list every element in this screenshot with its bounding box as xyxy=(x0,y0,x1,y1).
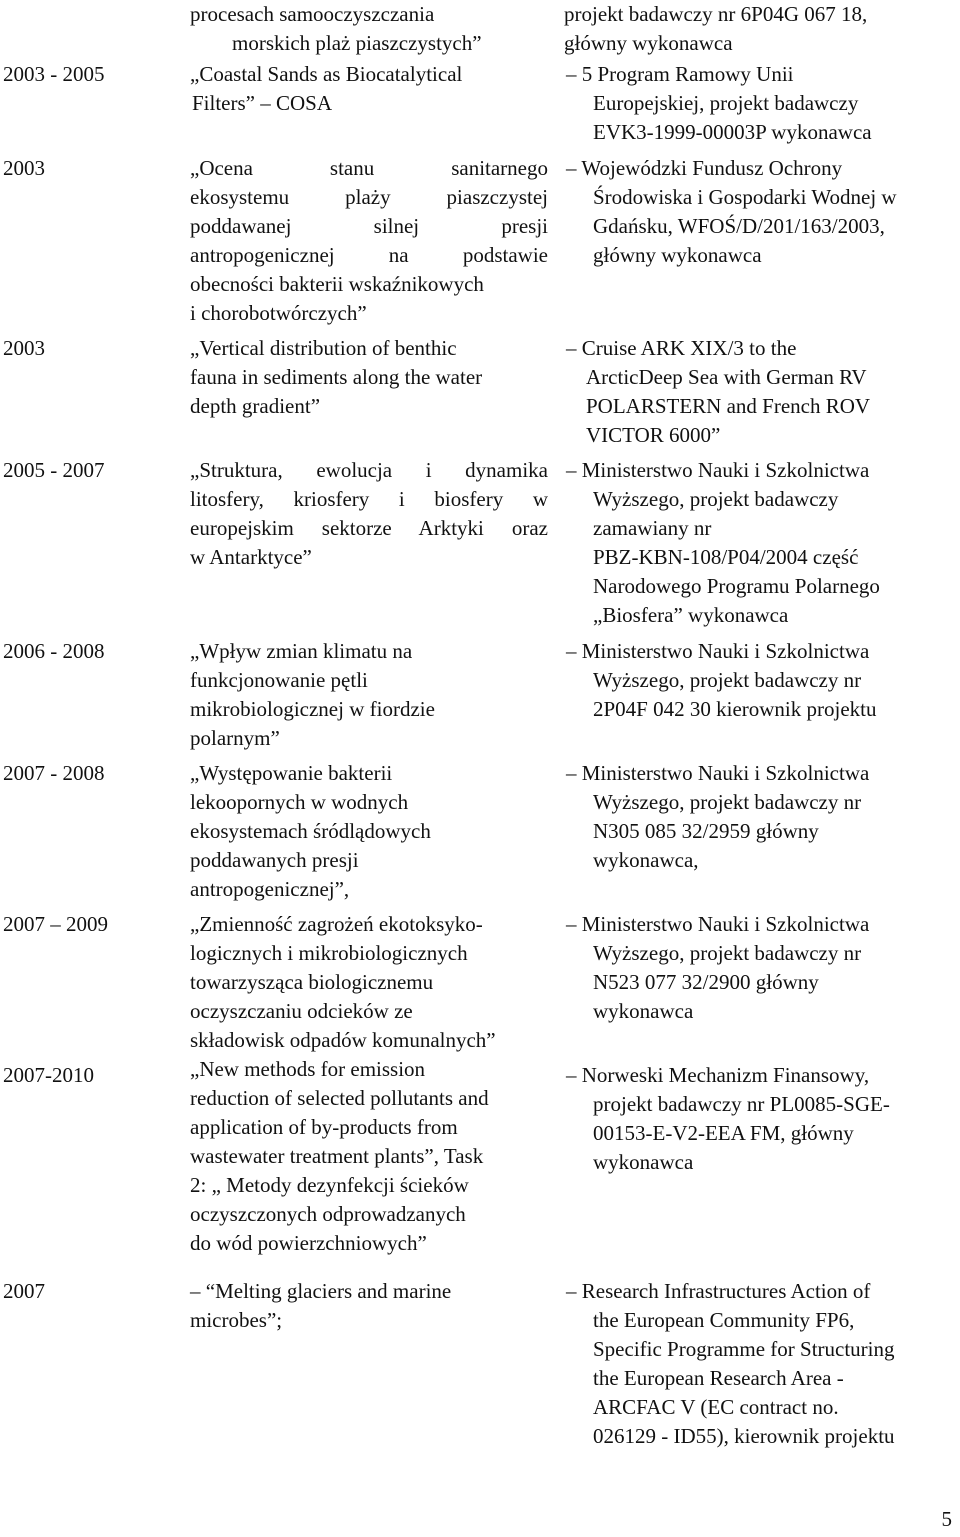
entry-year: 2007 – 2009 xyxy=(3,912,108,936)
entry-funding: – Ministerstwo Nauki i Szkolnictwa Wyższego, projekt badawczy nr N523 077 32/2900 główny wykonawca xyxy=(566,912,870,1023)
page-number: 5 xyxy=(941,1507,952,1531)
entry-year: 2003 xyxy=(3,156,45,180)
entry-title: „Ocena stanu sanitarnego ekosystemu plaży piaszczystej poddawanej silnej presji antropogenicznej na podstawie obecności bakterii wskaźnikowych i chorobotwórczych” xyxy=(190,156,548,325)
entry-title: „Coastal Sands as Biocatalytical Filters” – COSA xyxy=(190,62,463,115)
entry-funding: projekt badawczy nr 6P04G 067 18, główny wykonawca xyxy=(564,2,868,55)
entry-funding: – 5 Program Ramowy Unii Europejskiej, projekt badawczy EVK3-1999-00003P wykonawca xyxy=(566,62,872,144)
entry-title: „Wpływ zmian klimatu na funkcjonowanie pętli mikrobiologicznej w fiordzie polarnym” xyxy=(190,639,435,750)
entry-year: 2003 xyxy=(3,336,45,360)
entry-title: procesach samooczyszczania morskich plaż piaszczystych” xyxy=(190,2,482,55)
entry-year: 2007-2010 xyxy=(3,1063,94,1087)
entry-title: „Zmienność zagrożeń ekotoksyko- logicznych i mikrobiologicznych towarzysząca biologicznemu oczyszczaniu odcieków ze składowisk odpadów komunalnych” xyxy=(190,912,496,1052)
entry-title: „Struktura, ewolucja i dynamika litosfery, kriosfery i biosfery w europejskim sektorze Arktyki oraz w Antarktyce” xyxy=(190,458,548,569)
entry-funding: – Ministerstwo Nauki i Szkolnictwa Wyższego, projekt badawczy zamawiany nr PBZ-KBN-108/P04/2004 część Narodowego Programu Polarnego „Biosfera” wykonawca xyxy=(566,458,880,627)
entry-title: „Występowanie bakterii lekoopornych w wodnych ekosystemach śródlądowych poddawanych presji antropogenicznej”, xyxy=(190,761,431,901)
entry-title: „Vertical distribution of benthic fauna in sediments along the water depth gradient” xyxy=(190,336,483,418)
entry-title: „New methods for emission reduction of selected pollutants and application of by-products from wastewater treatment plants”, Task 2: „ Metody dezynfekcji ścieków oczyszczonych odprowadzanych do wód powierzchniowych” xyxy=(190,1057,489,1255)
entry-funding: – Ministerstwo Nauki i Szkolnictwa Wyższego, projekt badawczy nr 2P04F 042 30 kierownik projektu xyxy=(566,639,877,721)
entry-year: 2003 - 2005 xyxy=(3,62,105,86)
entry-year: 2007 xyxy=(3,1279,45,1303)
entry-funding: – Research Infrastructures Action of the European Community FP6, Specific Programme for Structuring the European Research Area - ARCFAC V (EC contract no. 026129 - ID55), kierownik projektu xyxy=(566,1279,895,1448)
entry-funding: – Cruise ARK XIX/3 to the ArcticDeep Sea with German RV POLARSTERN and French ROV VICTOR 6000” xyxy=(566,336,871,447)
entry-year: 2006 - 2008 xyxy=(3,639,105,663)
entry-year: 2005 - 2007 xyxy=(3,458,105,482)
entry-year: 2007 - 2008 xyxy=(3,761,105,785)
entry-funding: – Ministerstwo Nauki i Szkolnictwa Wyższego, projekt badawczy nr N305 085 32/2959 główny wykonawca, xyxy=(566,761,870,872)
entry-funding: – Norweski Mechanizm Finansowy, projekt badawczy nr PL0085-SGE- 00153-E-V2-EEA FM, główny wykonawca xyxy=(566,1063,890,1174)
entry-title: – “Melting glaciers and marine microbes”; xyxy=(190,1279,452,1332)
entry-funding: – Wojewódzki Fundusz Ochrony Środowiska i Gospodarki Wodnej w Gdańsku, WFOŚ/D/201/163/2003, główny wykonawca xyxy=(566,156,897,267)
